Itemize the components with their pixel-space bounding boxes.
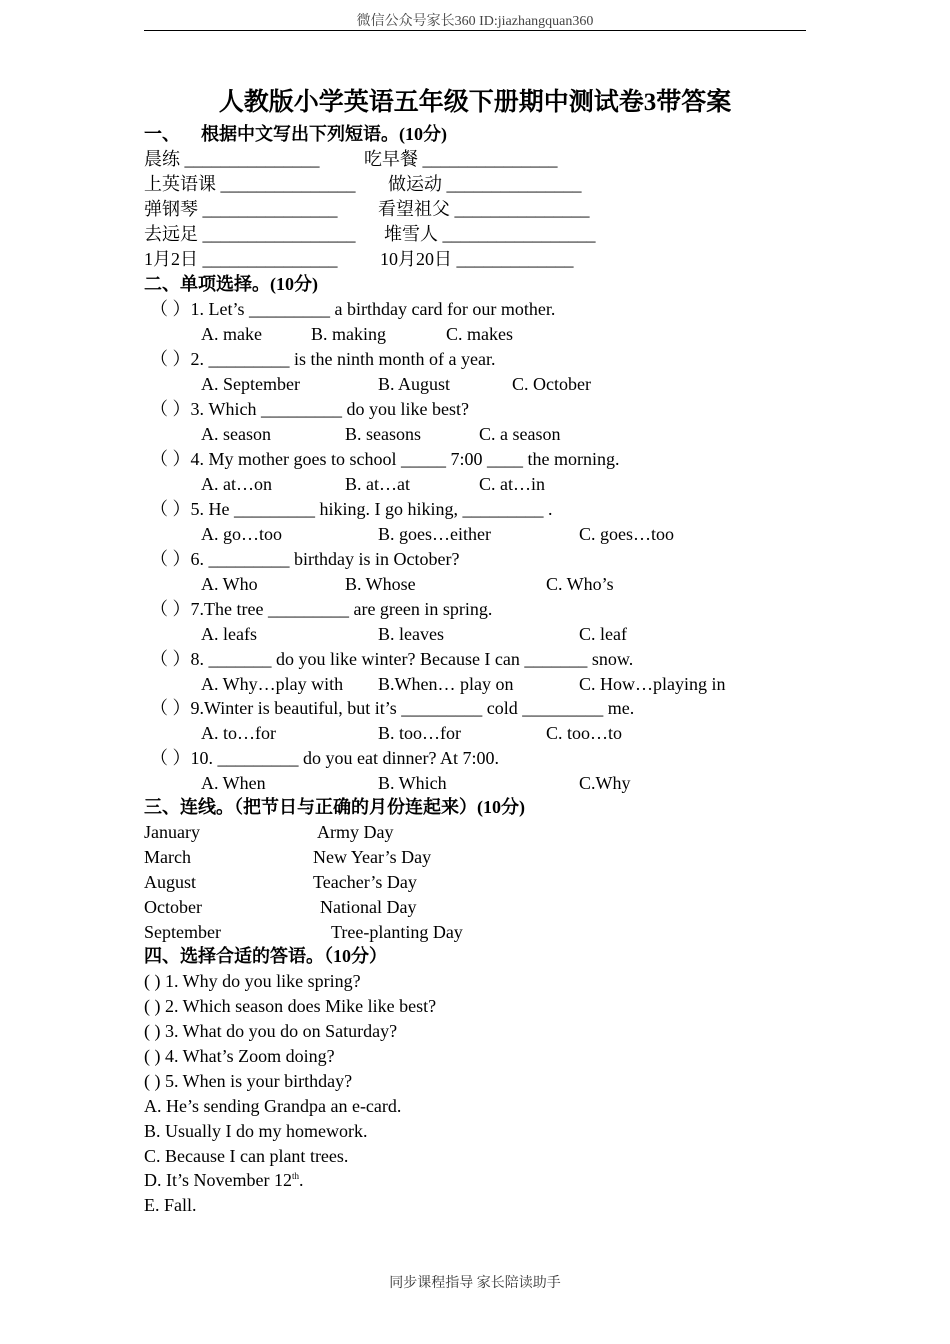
s4-answer-d <box>144 1171 304 1189</box>
s3-festival-3: Teacher’s Day <box>313 872 417 892</box>
s2-q6-b: B. Whose <box>345 574 416 594</box>
s2-q7-c: C. leaf <box>579 624 627 644</box>
s2-q5-c: C. goes…too <box>579 524 675 544</box>
s2-q6-stem: （ ）6. _________ birthday is in October? <box>150 549 460 569</box>
s2-q7-a: A. leafs <box>201 624 257 644</box>
s1-item-4a: 去远足 _________________ <box>144 224 356 244</box>
page-footer: 同步课程指导 家长陪读助手 <box>389 1276 561 1291</box>
s3-festival-1: Army Day <box>317 822 394 842</box>
s4-answer-e: E. Fall. <box>144 1195 197 1215</box>
s1-item-5a: 1月2日 _______________ <box>144 249 338 269</box>
s2-q6-c: C. Who’s <box>546 574 614 594</box>
s2-q5-stem: （ ）5. He _________ hiking. I go hiking, _________ . <box>150 499 553 519</box>
s1-heading: 根据中文写出下列短语。(10分) <box>201 124 447 144</box>
s2-q6-a: A. Who <box>201 574 258 594</box>
s4-answer-d-sup: th <box>291 1171 299 1181</box>
s2-q10-a: A. When <box>201 773 266 793</box>
s3-festival-5: Tree-planting Day <box>331 922 463 942</box>
s4-q3: ( ) 3. What do you do on Saturday? <box>144 1021 398 1041</box>
s3-month-3: August <box>144 872 197 892</box>
s2-q4-c: C. at…in <box>479 474 545 494</box>
s2-q7-stem: （ ）7.The tree _________ are green in spring. <box>150 599 493 619</box>
s4-q4: ( ) 4. What’s Zoom doing? <box>144 1046 335 1066</box>
s4-q2: ( ) 2. Which season does Mike like best? <box>144 996 437 1016</box>
s2-q1-c: C. makes <box>446 324 513 344</box>
s3-festival-4: National Day <box>320 897 417 917</box>
page-title: 人教版小学英语五年级下册期中测试卷3带答案 <box>218 89 732 116</box>
s4-answer-b: B. Usually I do my homework. <box>144 1121 368 1141</box>
s2-q3-stem: （ ）3. Which _________ do you like best? <box>150 399 469 419</box>
s2-q1-a: A. make <box>201 324 262 344</box>
s1-item-2a: 上英语课 _______________ <box>144 174 356 194</box>
s3-festival-2: New Year’s Day <box>313 847 432 867</box>
s1-item-2b: 做运动 _______________ <box>388 174 582 194</box>
s2-q2-c: C. October <box>512 374 591 394</box>
s2-q8-stem: （ ）8. _______ do you like winter? Because I can _______ snow. <box>150 649 634 669</box>
s2-q2-a: A. September <box>201 374 300 394</box>
s4-answer-d-end: . <box>299 1170 304 1190</box>
s1-item-5b: 10月20日 _____________ <box>380 249 574 269</box>
s1-item-4b: 堆雪人 _________________ <box>384 224 596 244</box>
s1-item-3b: 看望祖父 _______________ <box>378 199 590 219</box>
s3-month-4: October <box>144 897 202 917</box>
s4-heading: 四、选择合适的答语。（10分） <box>144 946 387 966</box>
page-header: 微信公众号家长360 ID:jiazhangquan360 <box>356 14 594 29</box>
s4-answer-a: A. He’s sending Grandpa an e-card. <box>144 1096 402 1116</box>
s2-q1-stem: （ ）1. Let’s _________ a birthday card for our mother. <box>150 299 556 319</box>
s2-q8-a: A. Why…play with <box>201 674 344 694</box>
s1-heading-num: 一、 <box>144 124 180 144</box>
s2-q9-stem: （ ）9.Winter is beautiful, but it’s _________ cold _________ me. <box>150 698 635 718</box>
s2-q7-b: B. leaves <box>378 624 444 644</box>
s2-q5-a: A. go…too <box>201 524 282 544</box>
s3-month-2: March <box>144 847 191 867</box>
s2-q3-a: A. season <box>201 424 271 444</box>
s2-q10-stem: （ ）10. _________ do you eat dinner? At 7:00. <box>150 748 499 768</box>
s2-q9-a: A. to…for <box>201 723 276 743</box>
s2-q4-stem: （ ）4. My mother goes to school _____ 7:00 ____ the morning. <box>150 449 620 469</box>
s2-q10-b: B. Which <box>378 773 447 793</box>
s4-answer-d-text: D. It’s November 12 <box>144 1170 292 1190</box>
s1-item-1a: 晨练 _______________ <box>144 149 320 169</box>
s3-month-5: September <box>144 922 221 942</box>
s2-q2-stem: （ ）2. _________ is the ninth month of a year. <box>150 349 496 369</box>
header-divider <box>144 30 806 31</box>
s4-q1: ( ) 1. Why do you like spring? <box>144 971 361 991</box>
s2-q5-b: B. goes…either <box>378 524 491 544</box>
s1-item-1b: 吃早餐 _______________ <box>364 149 558 169</box>
s2-q3-c: C. a season <box>479 424 561 444</box>
s4-q5: ( ) 5. When is your birthday? <box>144 1071 353 1091</box>
s3-heading: 三、连线。（把节日与正确的月份连起来）(10分) <box>144 797 525 817</box>
s2-q9-c: C. too…to <box>546 723 623 743</box>
s2-q8-b: B.When… play on <box>378 674 514 694</box>
s2-heading: 二、单项选择。(10分) <box>144 274 318 294</box>
s1-item-3a: 弹钢琴 _______________ <box>144 199 338 219</box>
s2-q2-b: B. August <box>378 374 451 394</box>
s2-q9-b: B. too…for <box>378 723 461 743</box>
s4-answer-c: C. Because I can plant trees. <box>144 1146 349 1166</box>
s2-q1-b: B. making <box>311 324 386 344</box>
s2-q10-c: C.Why <box>579 773 631 793</box>
s2-q4-b: B. at…at <box>345 474 410 494</box>
s2-q4-a: A. at…on <box>201 474 272 494</box>
s2-q8-c: C. How…playing in <box>579 674 726 694</box>
s3-month-1: January <box>144 822 200 842</box>
s2-q3-b: B. seasons <box>345 424 421 444</box>
